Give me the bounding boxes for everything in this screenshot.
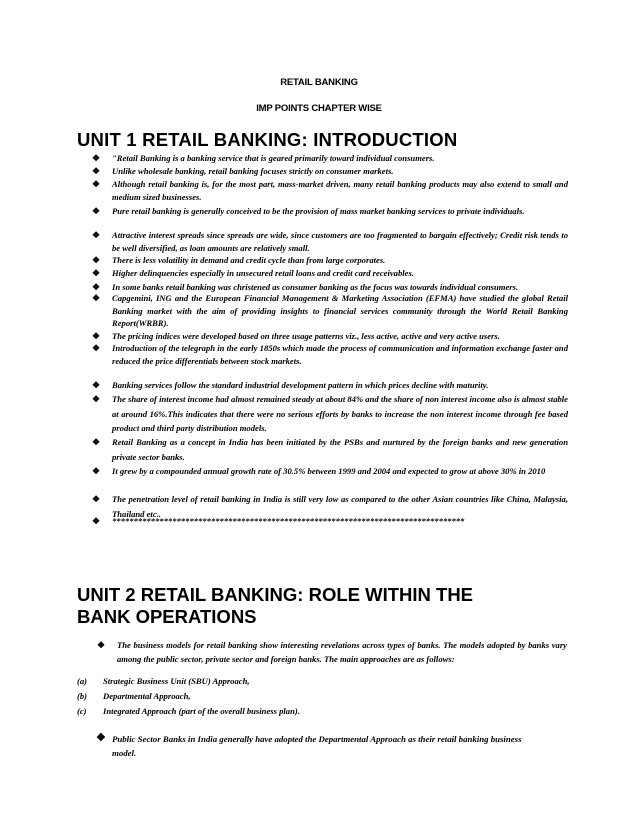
diamond-bullet-icon: ❖ — [92, 343, 101, 353]
unit2-heading-line1: UNIT 2 RETAIL BANKING: ROLE WITHIN THE — [77, 584, 474, 605]
list-item: ❖ Public Sector Banks in India generally have adopted the Departmental Approach as their retail banking business model. — [96, 732, 522, 758]
document-title: RETAIL BANKING — [280, 77, 358, 88]
approach-text-a: Strategic Business Unit (SBU) Approach, — [103, 676, 250, 686]
approach-text-c: Integrated Approach (part of the overall business plan). — [103, 706, 300, 716]
list-item: ❖ "Retail Banking is a banking service that is geared primarily toward individual consumers. — [92, 153, 435, 163]
diamond-bullet-icon: ❖ — [92, 282, 101, 292]
diamond-bullet-icon: ❖ — [92, 166, 101, 176]
list-item: ❖ Banking services follow the standard industrial development pattern in which prices decline with maturity. — [92, 380, 489, 390]
list-item: ❖ Capgemini, ING and the European Financial Management & Marketing Association (EFMA) have studied the global Retail Banking market with the aim of providing insights to financial services community through the World Retail Banking Report(WRBR). — [92, 293, 568, 329]
unit1-heading: UNIT 1 RETAIL BANKING: INTRODUCTION — [77, 129, 458, 150]
list-item: ❖ The penetration level of retail banking in India is still very low as compared to the other Asian countries like China, Malaysia, Thailand etc.. — [92, 494, 568, 519]
list-item: ❖ It grew by a compounded annual growth rate of 30.5% between 1999 and 2004 and expected to grow at above 30% in 2010 — [92, 464, 568, 479]
approach-text-b: Departmental Approach, — [103, 691, 191, 701]
list-item: ❖ Pure retail banking is generally conceived to be the provision of mass market banking services to private individuals. — [92, 206, 525, 216]
diamond-bullet-icon: ❖ — [92, 153, 101, 163]
diamond-bullet-icon: ❖ — [92, 255, 101, 265]
asterisk-separator: ❖ ********************************************************************************** — [92, 516, 465, 526]
diamond-bullet-icon: ❖ — [92, 179, 101, 189]
list-item: ❖ In some banks retail banking was christened as consumer banking as the focus was towards individual consumers. — [92, 282, 519, 292]
diamond-bullet-icon: ❖ — [92, 380, 101, 390]
list-item: ❖ Unlike wholesale banking, retail banking focuses strictly on consumer markets. — [92, 166, 394, 176]
list-item: ❖ The business models for retail banking show interesting revelations across types of banks. The models adopted by banks vary among the public sector, private sector and foreign banks. The main approaches are as follows: — [97, 640, 567, 664]
diamond-bullet-icon: ❖ — [92, 494, 101, 504]
diamond-bullet-icon: ❖ — [92, 206, 101, 216]
diamond-bullet-icon: ❖ — [97, 640, 106, 650]
list-item: ❖ Retail Banking as a concept in India has been initiated by the PSBs and nurtured by the foreign banks and new generation private sector banks. — [92, 437, 568, 462]
diamond-bullet-icon: ❖ — [92, 516, 101, 526]
diamond-bullet-icon: ❖ — [92, 394, 101, 404]
diamond-bullet-icon: ❖ — [92, 437, 101, 447]
unit2-heading-line2: BANK OPERATIONS — [77, 606, 257, 627]
list-item: ❖ Higher delinquencies especially in unsecured retail loans and credit card receivables. — [92, 268, 414, 278]
diamond-bullet-icon: ❖ — [92, 268, 101, 278]
approach-label-a: (a) — [77, 676, 88, 686]
document-subtitle: IMP POINTS CHAPTER WISE — [256, 103, 382, 114]
diamond-bullet-icon: ❖ — [92, 331, 101, 341]
approach-label-b: (b) — [77, 691, 88, 701]
list-item: ❖ Although retail banking is, for the most part, mass-market driven, many retail banking products may also extend to small and medium sized businesses. — [92, 179, 568, 202]
list-item: ❖ Introduction of the telegraph in the early 1850s which made the process of communication and information exchange faster and reduced the price differentials between stock markets. — [92, 343, 568, 366]
list-item: ❖ The pricing indices were developed based on three usage patterns viz., less active, active and very active users. — [92, 331, 500, 341]
diamond-bullet-icon: ❖ — [92, 293, 101, 303]
diamond-bullet-icon: ❖ — [92, 230, 101, 240]
list-item: ❖ The share of interest income had almost remained steady at about 84% and the share of non interest income also is almost stable at around 16%.This indicates that there were no serious efforts by banks to increase the non interest income through fee based product and third party distribution models. — [92, 394, 568, 434]
diamond-bullet-icon: ❖ — [96, 732, 106, 744]
list-item: ❖ There is less volatility in demand and credit cycle than from large corporates. — [92, 255, 386, 265]
approach-label-c: (c) — [77, 706, 87, 716]
list-item: ❖ Attractive interest spreads since spreads are wide, since customers are too fragmented to bargain effectively; Credit risk tends to be well diversified, as loan amounts are relatively small. — [92, 230, 568, 253]
diamond-bullet-icon: ❖ — [92, 466, 101, 476]
